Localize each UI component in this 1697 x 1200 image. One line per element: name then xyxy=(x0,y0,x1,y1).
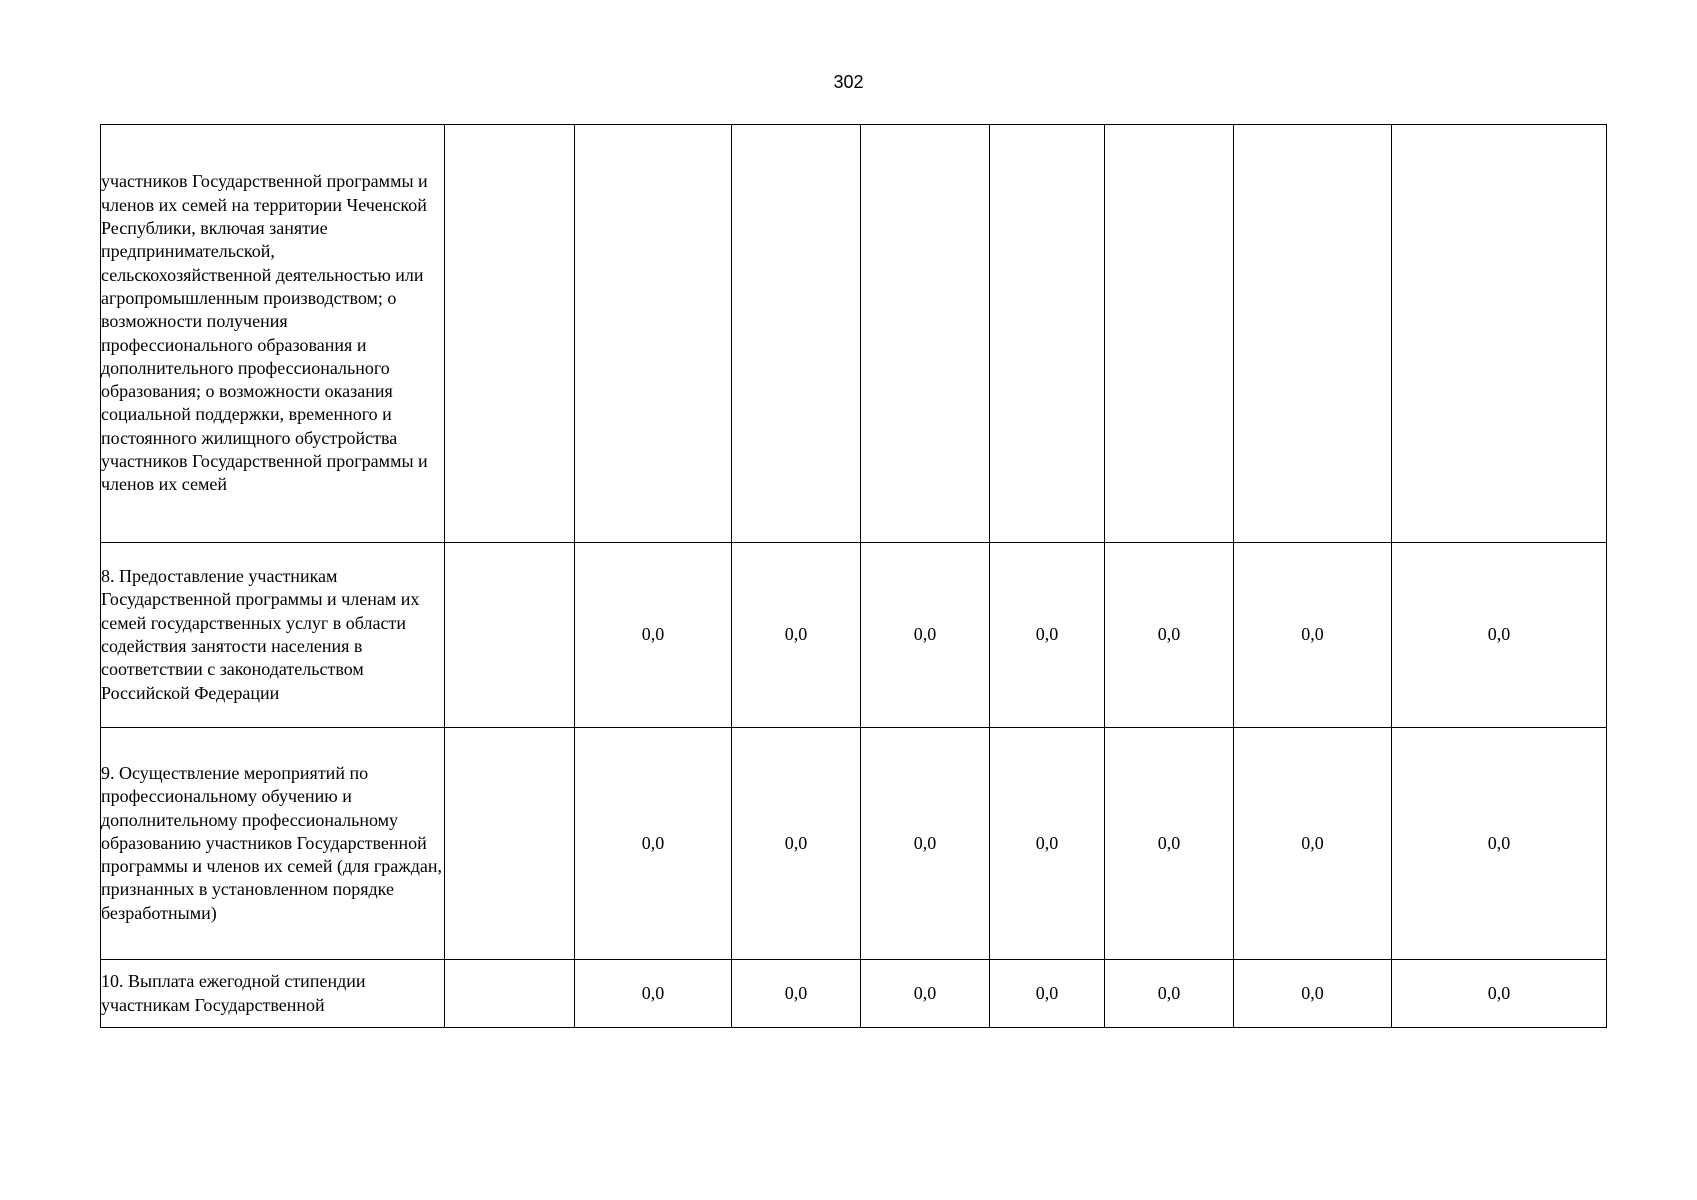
value-cell xyxy=(445,728,575,960)
value-cell: 0,0 xyxy=(575,543,732,728)
value-cell: 0,0 xyxy=(1234,728,1392,960)
value-cell xyxy=(1234,125,1392,543)
value-cell: 0,0 xyxy=(732,960,861,1028)
value-cell xyxy=(1105,125,1234,543)
value-cell: 0,0 xyxy=(1105,543,1234,728)
value-cell xyxy=(732,125,861,543)
table-row xyxy=(101,543,1607,728)
value-cell: 0,0 xyxy=(1392,728,1607,960)
value-cell: 0,0 xyxy=(861,543,990,728)
value-cell: 0,0 xyxy=(575,728,732,960)
program-activities-table xyxy=(100,124,1607,1028)
value-cell: 0,0 xyxy=(575,960,732,1028)
activity-description: участников Государственной программы и членов их семей на территории Чеченской Республики, включая занятие предпринимательской, сельскохозяйственной деятельностью или агропромышленным производством; о возможности получения профессионального образования и дополнительного профессионального образования; о возможности оказания социальной поддержки, временного и постоянного жилищного обустройства участников Государственной программы и членов их семей xyxy=(101,125,445,543)
value-cell xyxy=(1392,125,1607,543)
value-cell xyxy=(445,543,575,728)
value-cell: 0,0 xyxy=(1392,960,1607,1028)
page-number: 302 xyxy=(833,72,864,92)
value-cell: 0,0 xyxy=(1392,543,1607,728)
value-cell: 0,0 xyxy=(1234,543,1392,728)
table-row xyxy=(101,960,1607,1028)
value-cell xyxy=(575,125,732,543)
value-cell xyxy=(861,125,990,543)
value-cell xyxy=(990,125,1105,543)
value-cell: 0,0 xyxy=(861,728,990,960)
value-cell: 0,0 xyxy=(1234,960,1392,1028)
activity-description: 8. Предоставление участникам Государственной программы и членам их семей государственных услуг в области содействия занятости населения в соответствии с законодательством Российской Федерации xyxy=(101,543,445,728)
value-cell: 0,0 xyxy=(1105,728,1234,960)
value-cell xyxy=(445,125,575,543)
activity-description: 9. Осуществление мероприятий по профессиональному обучению и дополнительному профессиональному образованию участников Государственной программы и членов их семей (для граждан, признанных в установленном порядке безработными) xyxy=(101,728,445,960)
value-cell: 0,0 xyxy=(990,960,1105,1028)
value-cell: 0,0 xyxy=(1105,960,1234,1028)
table-row xyxy=(101,125,1607,543)
value-cell: 0,0 xyxy=(990,728,1105,960)
value-cell: 0,0 xyxy=(990,543,1105,728)
value-cell: 0,0 xyxy=(861,960,990,1028)
value-cell: 0,0 xyxy=(732,543,861,728)
value-cell: 0,0 xyxy=(732,728,861,960)
table-row xyxy=(101,728,1607,960)
value-cell xyxy=(445,960,575,1028)
activity-description: 10. Выплата ежегодной стипендии участникам Государственной xyxy=(101,960,445,1028)
